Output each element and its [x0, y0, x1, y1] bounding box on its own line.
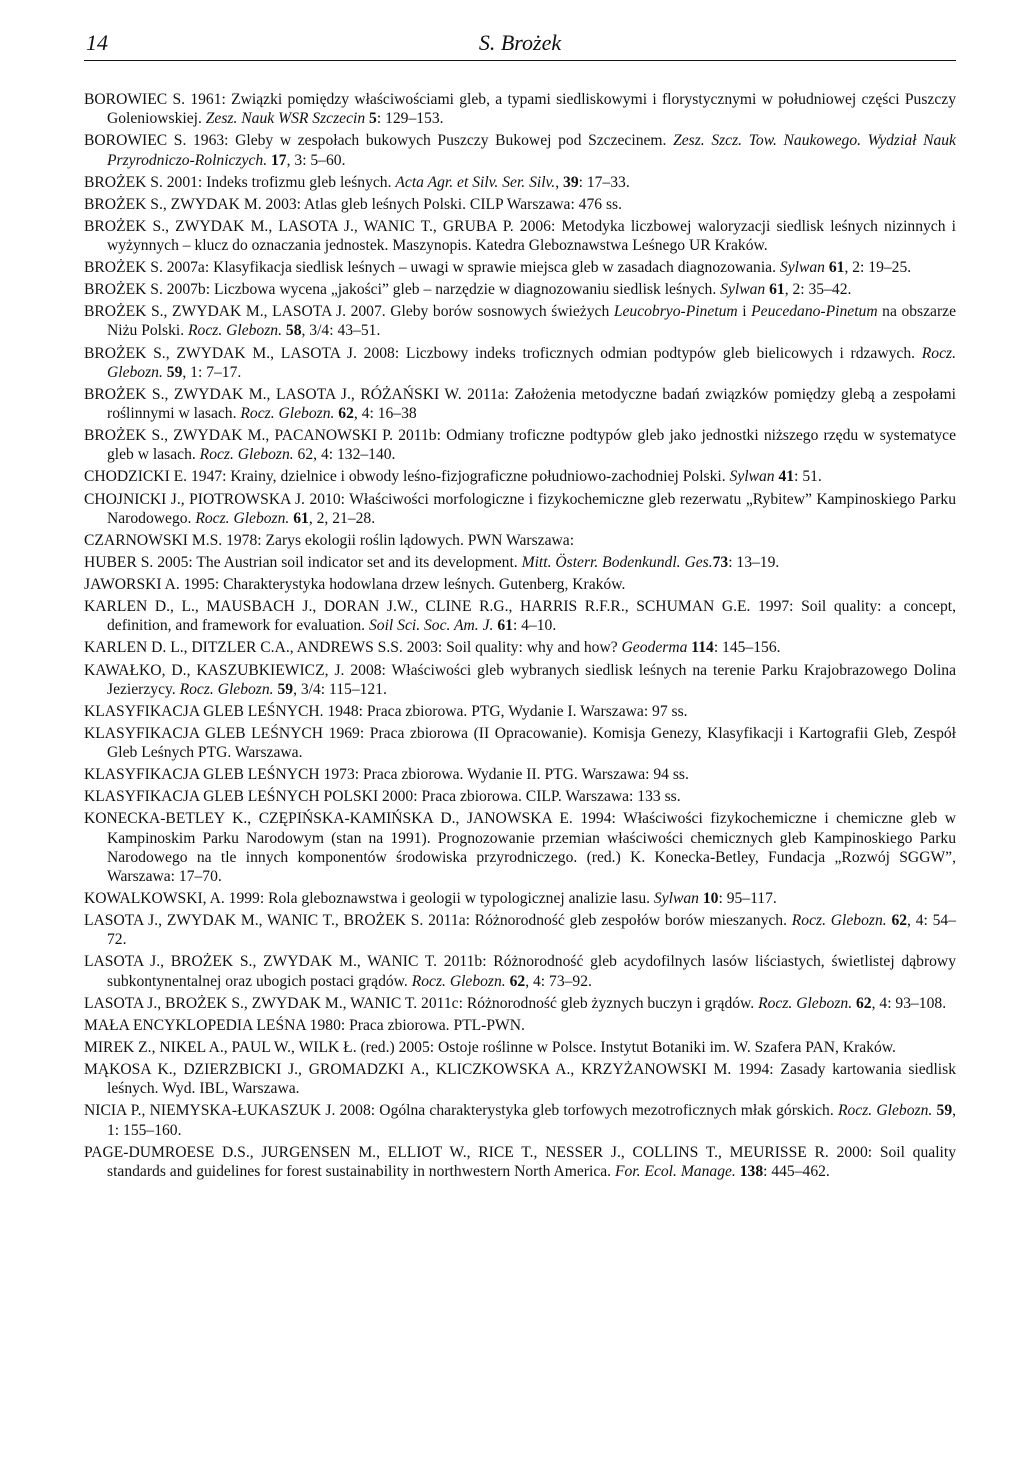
reference-entry: KLASYFIKACJA GLEB LEŚNYCH. 1948: Praca zbiorowa. PTG, Wydanie I. Warszawa: 97 ss. — [84, 702, 688, 720]
reference-entry: BROŻEK S., ZWYDAK M., LASOTA J. 2008: Liczbowy indeks troficznych odmian podtypów gleb bielicowych i rdzawych. Rocz. Glebozn. 59, 1: 7–17. — [84, 344, 956, 381]
reference-entry: MĄKOSA K., DZIERZBICKI J., GROMADZKI A., KLICZKOWSKA A., KRZYŻANOWSKI M. 1994: Zasady kartowania siedlisk leśnych. Wyd. IBL, Warszawa. — [84, 1061, 956, 1098]
running-author: S. Brożek — [478, 30, 562, 55]
reference-entry: LASOTA J., BROŻEK S., ZWYDAK M., WANIC T. 2011b: Różnorodność gleb acydofilnych lasów liściastych, świetlistej dąbrowy subkontynentalnej oraz ubogich postaci grądów. Rocz. Glebozn. 62, 4: 73–92. — [84, 953, 956, 990]
reference-entry: BOROWIEC S. 1961: Związki pomiędzy właściwościami gleb, a typami siedliskowymi i florystycznymi w południowej części Puszczy Goleniowskiej. Zesz. Nauk WSR Szczecin 5: 129–153. — [84, 91, 956, 128]
reference-entry: BROŻEK S., ZWYDAK M. 2003: Atlas gleb leśnych Polski. CILP Warszawa: 476 ss. — [84, 195, 622, 213]
reference-entry: BOROWIEC S. 1963: Gleby w zespołach bukowych Puszczy Bukowej pod Szczecinem. Zesz. Szcz. Tow. Naukowego. Wydział Nauk Przyrodniczo-Rolniczych. 17, 3: 5–60. — [84, 132, 956, 169]
reference-entry: KONECKA-BETLEY K., CZĘPIŃSKA-KAMIŃSKA D., JANOWSKA E. 1994: Właściwości fizykochemiczne i chemiczne gleb w Kampinoskim Parku Narodowym (stan na 1991). Prognozowanie przemian właściwości chemicznych gleb Kampinoskiego Parku Narodowego na tle innych komponentów środowiska przyrodniczego. (red.) K. Konecka-Betley, Fundacja „Rozwój SGGW”, Warszawa: 17–70. — [84, 810, 956, 885]
page — [84, 24, 957, 1180]
reference-entry: JAWORSKI A. 1995: Charakterystyka hodowlana drzew leśnych. Gutenberg, Kraków. — [84, 576, 626, 594]
reference-entry: LASOTA J., ZWYDAK M., WANIC T., BROŻEK S. 2011a: Różnorodność gleb zespołów borów mieszanych. Rocz. Glebozn. 62, 4: 54–72. — [84, 912, 957, 949]
reference-entry: BROŻEK S., ZWYDAK M., LASOTA J., RÓŻAŃSKI W. 2011a: Założenia metodyczne badań związków pomiędzy glebą a zespołami roślinnymi w lasach. Rocz. Glebozn. 62, 4: 16–38 — [84, 385, 956, 423]
reference-entry: KAWAŁKO, D., KASZUBKIEWICZ, J. 2008: Właściwości gleb wybranych siedlisk leśnych na terenie Parku Krajobrazowego Dolina Jezierzycy. Rocz. Glebozn. 59, 3/4: 115–121. — [84, 661, 956, 698]
reference-entry: MAŁA ENCYKLOPEDIA LEŚNA 1980: Praca zbiorowa. PTL-PWN. — [84, 1016, 525, 1034]
page-number: 14 — [86, 30, 108, 55]
reference-entry: CHODZICKI E. 1947: Krainy, dzielnice i obwody leśno-fizjograficzne południowo-zachodniej Polski. Sylwan 41: 51. — [84, 468, 822, 486]
reference-entry: BROŻEK S. 2001: Indeks trofizmu gleb leśnych. Acta Agr. et Silv. Ser. Silv., 39: 17–33. — [84, 173, 630, 191]
reference-entry: PAGE-DUMROESE D.S., JURGENSEN M., ELLIOT W., RICE T., NESSER J., COLLINS T., MEURISSE R. 2000: Soil quality standards and guidelines for forest sustainability in northwestern North America. For. Ecol. Manage. 138: 445–462. — [84, 1143, 956, 1180]
reference-entry: NICIA P., NIEMYSKA-ŁUKASZUK J. 2008: Ogólna charakterystyka gleb torfowych mezotroficznych młak górskich. Rocz. Glebozn. 59, 1: 155–160. — [84, 1102, 957, 1139]
reference-entry: CHOJNICKI J., PIOTROWSKA J. 2010: Właściwości morfologiczne i fizykochemiczne gleb rezerwatu „Rybitew” Kampinoskiego Parku Narodowego. Rocz. Glebozn. 61, 2, 21–28. — [84, 490, 956, 527]
reference-entry: BROŻEK S., ZWYDAK M., LASOTA J., WANIC T., GRUBA P. 2006: Metodyka liczbowej waloryzacji siedlisk leśnych nizinnych i wyżynnych – klucz do oznaczania jednostek. Maszynopis. Katedra Gleboznawstwa Leśnego UR Kraków. — [84, 217, 956, 254]
reference-entry: BROŻEK S. 2007b: Liczbowa wycena „jakości” gleb – narzędzie w diagnozowaniu siedlisk leśnych. Sylwan 61, 2: 35–42. — [84, 281, 852, 299]
reference-entry: BROŻEK S. 2007a: Klasyfikacja siedlisk leśnych – uwagi w sprawie miejsca gleb w zasadach diagnozowania. Sylwan 61, 2: 19–25. — [84, 259, 912, 277]
reference-entry: MIREK Z., NIKEL A., PAUL W., WILK Ł. (red.) 2005: Ostoje roślinne w Polsce. Instytut Botaniki im. W. Szafera PAN, Kraków. — [84, 1038, 896, 1056]
reference-entry: KLASYFIKACJA GLEB LEŚNYCH POLSKI 2000: Praca zbiorowa. CILP. Warszawa: 133 ss. — [84, 788, 681, 806]
reference-entry: BROŻEK S., ZWYDAK M., LASOTA J. 2007. Gleby borów sosnowych świeżych Leucobryo-Pinetum i Peucedano-Pinetum na obszarze Niżu Polski. Rocz. Glebozn. 58, 3/4: 43–51. — [84, 303, 956, 340]
reference-entry: KLASYFIKACJA GLEB LEŚNYCH 1969: Praca zbiorowa (II Opracowanie). Komisja Genezy, Klasyfikacji i Kartografii Gleb, Zespół Gleb Leśnych PTG. Warszawa. — [84, 724, 956, 762]
reference-entry: CZARNOWSKI M.S. 1978: Zarys ekologii roślin lądowych. PWN Warszawa: — [84, 531, 575, 549]
reference-entry: BROŻEK S., ZWYDAK M., PACANOWSKI P. 2011b: Odmiany troficzne podtypów gleb jako jednostki niższego rzędu w systematyce gleb w lasach. Rocz. Glebozn. 62, 4: 132–140. — [84, 427, 956, 464]
reference-list — [84, 90, 956, 1184]
running-header — [84, 24, 956, 61]
reference-entry: HUBER S. 2005: The Austrian soil indicator set and its development. Mitt. Österr. Bodenkundl. Ges.73: 13–19. — [84, 553, 780, 571]
reference-entry: KLASYFIKACJA GLEB LEŚNYCH 1973: Praca zbiorowa. Wydanie II. PTG. Warszawa: 94 ss. — [84, 766, 689, 784]
reference-entry: LASOTA J., BROŻEK S., ZWYDAK M., WANIC T. 2011c: Różnorodność gleb żyznych buczyn i grądów. Rocz. Glebozn. 62, 4: 93–108. — [84, 994, 947, 1012]
reference-entry: KOWALKOWSKI, A. 1999: Rola gleboznawstwa i geologii w typologicznej analizie lasu. Sylwan 10: 95–117. — [84, 890, 777, 908]
reference-entry: KARLEN D. L., DITZLER C.A., ANDREWS S.S. 2003: Soil quality: why and how? Geoderma 114: 145–156. — [84, 639, 781, 657]
reference-entry: KARLEN D., L., MAUSBACH J., DORAN J.W., CLINE R.G., HARRIS R.F.R., SCHUMAN G.E. 1997: Soil quality: a concept, definition, and framework for evaluation. Soil Sci. Soc. Am. J. 61: 4–10. — [84, 598, 956, 635]
